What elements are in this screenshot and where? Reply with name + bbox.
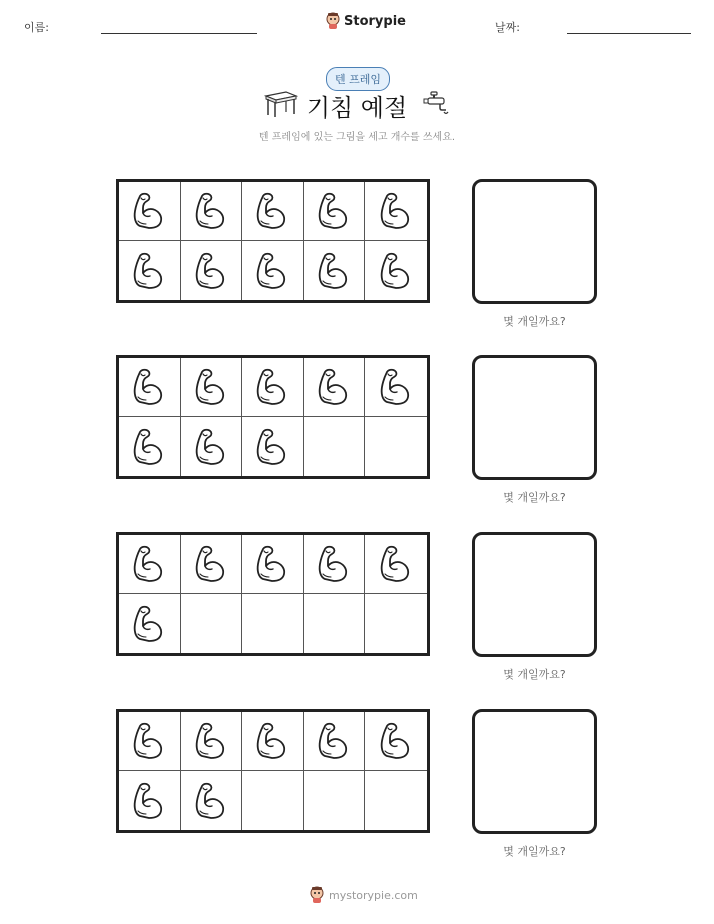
flexed-biceps-icon: [192, 367, 230, 407]
frame-cell: [181, 712, 243, 771]
flexed-biceps-icon: [315, 191, 353, 231]
flexed-biceps-icon: [377, 367, 415, 407]
worksheet-title: 기침 예절: [306, 94, 408, 122]
water-faucet-icon: [422, 90, 452, 118]
frame-cell: [365, 712, 427, 771]
frame-cell: [365, 182, 427, 241]
flexed-biceps-icon: [315, 544, 353, 584]
question-label: 몇 개일까요?: [503, 315, 566, 328]
frame-cell: [119, 241, 181, 300]
frame-cell: [181, 358, 243, 417]
flexed-biceps-icon: [253, 427, 291, 467]
frame-cell: [119, 358, 181, 417]
flexed-biceps-icon: [192, 427, 230, 467]
frame-cell: [181, 535, 243, 594]
flexed-biceps-icon: [130, 781, 168, 821]
answer-box[interactable]: [472, 532, 597, 657]
frame-cell: [181, 241, 243, 300]
flexed-biceps-icon: [130, 721, 168, 761]
frame-cell: [119, 417, 181, 476]
frame-cell: [365, 241, 427, 300]
frame-cell: [181, 417, 243, 476]
frame-cell: [365, 358, 427, 417]
flexed-biceps-icon: [192, 191, 230, 231]
frame-cell: [304, 417, 366, 476]
flexed-biceps-icon: [377, 191, 415, 231]
frame-cell: [181, 182, 243, 241]
frame-cell: [242, 535, 304, 594]
frame-cell: [181, 594, 243, 653]
frame-cell: [119, 182, 181, 241]
flexed-biceps-icon: [130, 367, 168, 407]
frame-cell: [242, 241, 304, 300]
frame-cell: [242, 712, 304, 771]
flexed-biceps-icon: [130, 427, 168, 467]
flexed-biceps-icon: [253, 721, 291, 761]
frame-cell: [119, 594, 181, 653]
flexed-biceps-icon: [130, 191, 168, 231]
ten-frame: [116, 532, 430, 656]
flexed-biceps-icon: [192, 544, 230, 584]
date-label: 날짜:: [495, 21, 520, 34]
frame-cell: [304, 535, 366, 594]
frame-cell: [242, 594, 304, 653]
frame-cell: [181, 771, 243, 830]
frame-cell: [365, 417, 427, 476]
frame-cell: [304, 594, 366, 653]
flexed-biceps-icon: [253, 191, 291, 231]
answer-box[interactable]: [472, 179, 597, 304]
flexed-biceps-icon: [130, 604, 168, 644]
ten-frame: [116, 709, 430, 833]
frame-cell: [304, 712, 366, 771]
storypie-mascot-icon: [325, 12, 341, 30]
flexed-biceps-icon: [315, 721, 353, 761]
flexed-biceps-icon: [130, 544, 168, 584]
ten-frame: [116, 179, 430, 303]
brand-logo: [325, 12, 406, 30]
frame-cell: [304, 182, 366, 241]
instructions: 텐 프레임에 있는 그림을 세고 개수를 쓰세요.: [258, 132, 456, 143]
date-line: [567, 33, 691, 34]
frame-cell: [242, 771, 304, 830]
flexed-biceps-icon: [192, 251, 230, 291]
frame-cell: [304, 771, 366, 830]
brand-name: Storypie: [344, 13, 406, 29]
school-desk-icon: [264, 88, 298, 118]
frame-cell: [304, 241, 366, 300]
flexed-biceps-icon: [377, 721, 415, 761]
name-line: [101, 33, 257, 34]
answer-box[interactable]: [472, 355, 597, 480]
flexed-biceps-icon: [192, 781, 230, 821]
frame-cell: [242, 417, 304, 476]
footer: [309, 886, 418, 904]
flexed-biceps-icon: [253, 544, 291, 584]
answer-box[interactable]: [472, 709, 597, 834]
frame-cell: [365, 771, 427, 830]
frame-cell: [119, 535, 181, 594]
name-label: 이름:: [24, 21, 49, 34]
frame-cell: [365, 594, 427, 653]
flexed-biceps-icon: [192, 721, 230, 761]
flexed-biceps-icon: [315, 251, 353, 291]
storypie-mascot-icon: [309, 886, 325, 904]
frame-cell: [119, 771, 181, 830]
frame-cell: [304, 358, 366, 417]
flexed-biceps-icon: [130, 251, 168, 291]
question-label: 몇 개일까요?: [503, 491, 566, 504]
flexed-biceps-icon: [253, 251, 291, 291]
topic-badge: 텐 프레임: [326, 67, 390, 91]
ten-frame: [116, 355, 430, 479]
question-label: 몇 개일까요?: [503, 668, 566, 681]
frame-cell: [119, 712, 181, 771]
frame-cell: [365, 535, 427, 594]
frame-cell: [242, 358, 304, 417]
footer-url: mystorypie.com: [329, 888, 418, 902]
flexed-biceps-icon: [377, 544, 415, 584]
flexed-biceps-icon: [377, 251, 415, 291]
frame-cell: [242, 182, 304, 241]
question-label: 몇 개일까요?: [503, 845, 566, 858]
flexed-biceps-icon: [315, 367, 353, 407]
flexed-biceps-icon: [253, 367, 291, 407]
